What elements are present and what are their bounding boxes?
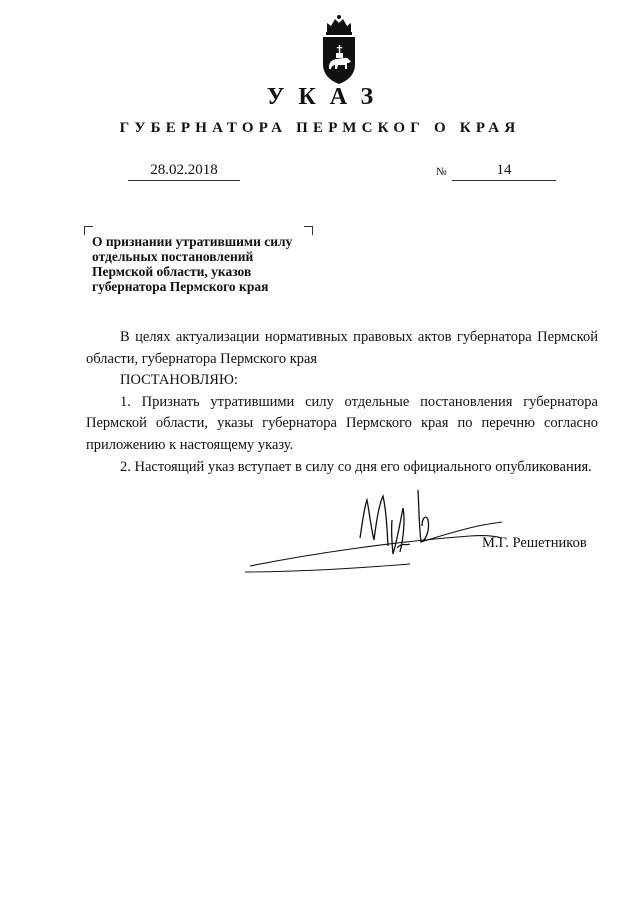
number-sign-label: № [436, 166, 447, 178]
body-paragraph-item-1: 1. Признать утратившими силу отдельные постановления губернатора Пермской области, указы губернатора Пермского края по перечню согласно приложению к настоящему указу. [86, 393, 598, 453]
subject-line: отдельных постановлений [92, 249, 254, 264]
body-paragraph-item-2: 2. Настоящий указ вступает в силу со дня его официального опубликования. [120, 458, 592, 475]
document-number-field [452, 160, 556, 181]
document-subject [92, 234, 332, 294]
handwritten-signature [240, 480, 520, 580]
document-date-field [128, 160, 240, 181]
issuer-title: ГУБЕРНАТОРА ПЕРМСКОГ О КРАЯ [119, 120, 521, 136]
subject-line: губернатора Пермского края [92, 279, 269, 294]
subject-line: Пермской области, указов [92, 264, 252, 279]
body-paragraph-resolve: ПОСТАНОВЛЯЮ: [120, 372, 238, 389]
document-type-title: УКАЗ [266, 84, 388, 110]
body-paragraph-preamble: В целях актуализации нормативных правовых актов губернатора Пермской области, губернатора Пермского края [86, 329, 598, 367]
subject-line: О признании утратившими силу [92, 234, 293, 249]
document-body [86, 327, 598, 478]
signer-name: М.Г. Решетников [482, 535, 587, 551]
document-date: 28.02.2018 [150, 162, 218, 178]
coat-of-arms-emblem [318, 14, 360, 86]
document-number: 14 [496, 162, 512, 178]
